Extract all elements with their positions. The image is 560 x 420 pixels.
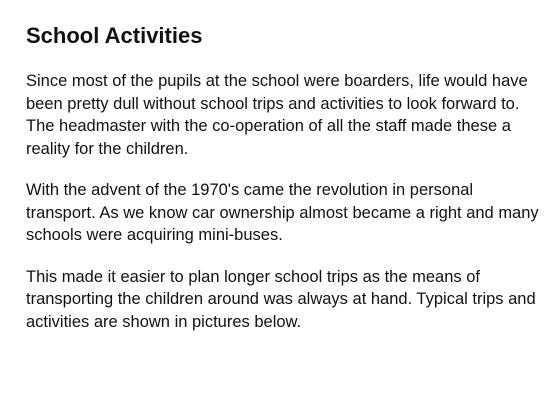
page-title: School Activities <box>26 23 203 48</box>
paragraph-transport: With the advent of the 1970's came the revolution in personal transport. As we know car ownership almost became a right and many schools were acquiring mini-buses. <box>26 181 539 244</box>
paragraph-trips: This made it easier to plan longer school trips as the means of transporting the children around was always at hand. Typical trips and activities are shown in pictures below. <box>26 267 536 331</box>
paragraph-boarders: Since most of the pupils at the school were boarders, life would have been pretty dull without school trips and activities to look forward to. The headmaster with the co-operation of all the staff made these a reality for the children. <box>26 72 528 158</box>
